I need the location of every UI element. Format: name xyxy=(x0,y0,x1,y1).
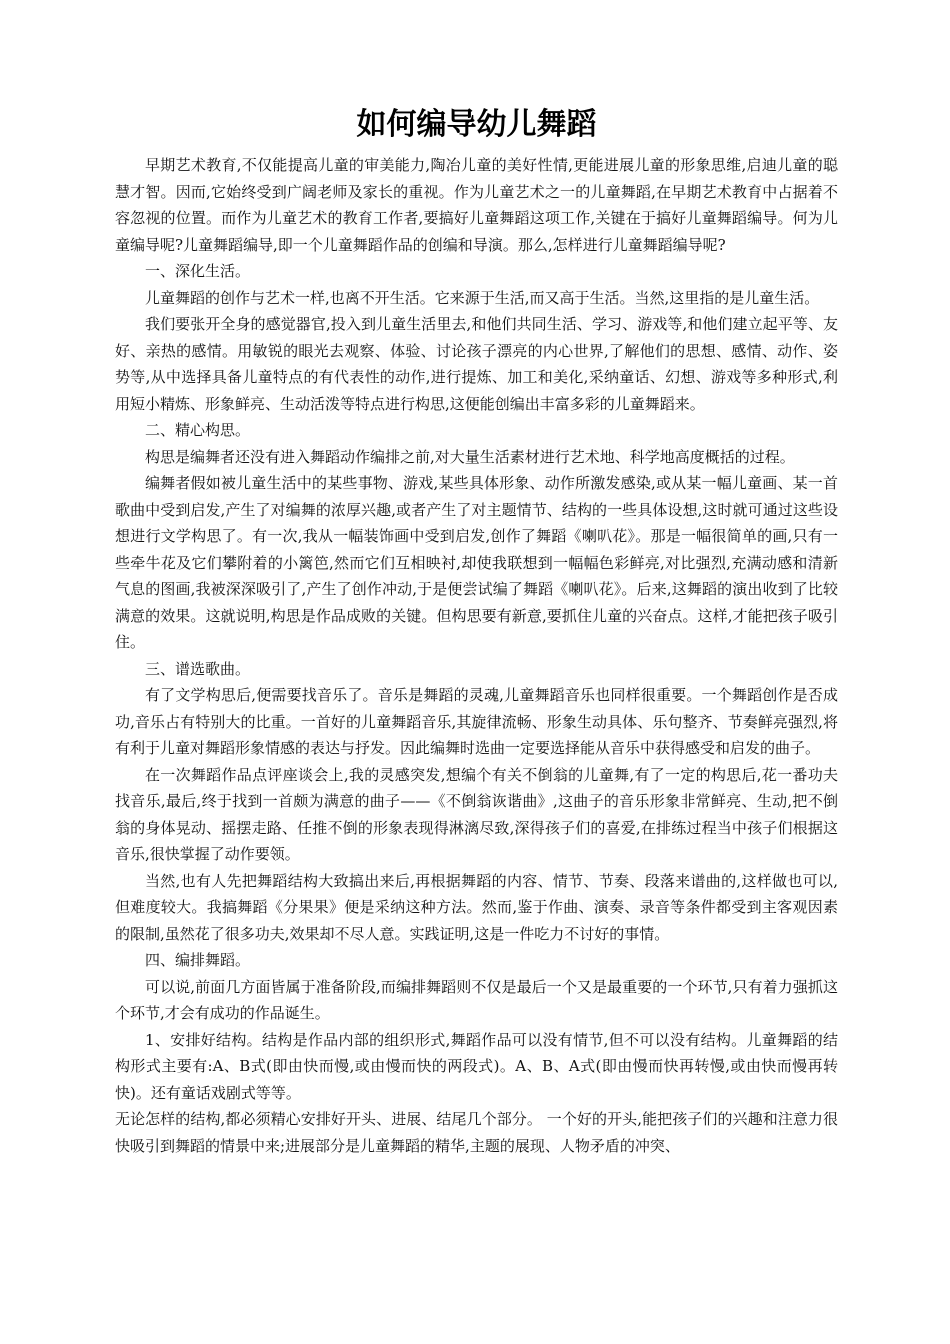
section-heading-3: 三、谱选歌曲。 xyxy=(145,659,251,678)
body-paragraph: 编舞者假如被儿童生活中的某些事物、游戏,某些具体形象、动作所激发感染,或从某一幅儿童画、某一首歌曲中受到启发,产生了对编舞的浓厚兴趣,或者产生了对主题情节、结构的一些具体设想,这时就可通过这些设想进行文学构思了。有一次,我从一幅装饰画中受到启发,创作了舞蹈《喇叭花》。那是一幅很简单的画,只有一些牵牛花及它们攀附着的小篱笆,然而它们互相映衬,却使我联想到一幅幅色彩鲜亮,对比强烈,充满动感和清新气息的图画,我被深深吸引了,产生了创作冲动,于是便尝试编了舞蹈《喇叭花》。后来,这舞蹈的演出收到了比较满意的效果。这就说明,构思是作品成败的关键。但构思要有新意,要抓住儿童的兴奋点。这样,才能把孩子吸引住。 xyxy=(115,474,838,651)
body-paragraph: 可以说,前面几方面皆属于准备阶段,而编排舞蹈则不仅是最后一个又是最重要的一个环节,只有着力强抓这个环节,才会有成功的作品诞生。 xyxy=(115,977,838,1022)
section-heading-1: 一、深化生活。 xyxy=(145,262,251,280)
body-paragraph: 儿童舞蹈的创作与艺术一样,也离不开生活。它来源于生活,而又高于生活。当然,这里指的是儿童生活。 xyxy=(145,288,820,307)
body-paragraph: 我们要张开全身的感觉器官,投入到儿童生活里去,和他们共同生活、学习、游戏等,和他们建立起平等、友好、亲热的感情。用敏锐的眼光去观察、体验、讨论孩子漂亮的内心世界,了解他们的思想、感情、动作、姿势等,从中选择具备儿童特点的有代表性的动作,进行提炼、加工和美化,采纳童话、幻想、游戏等多种形式,利用短小精炼、形象鲜亮、生动活泼等特点进行构思,这便能创编出丰富多彩的儿童舞蹈来。 xyxy=(115,315,838,413)
body-paragraph: 无论怎样的结构,都必须精心安排好开头、进展、结尾几个部分。 一个好的开头,能把孩子们的兴趣和注意力很快吸引到舞蹈的情景中来;进展部分是儿童舞蹈的精华,主题的展现、人物矛盾的冲突、 xyxy=(115,1110,838,1155)
section-heading-4: 四、编排舞蹈。 xyxy=(145,951,251,969)
intro-paragraph: 早期艺术教育,不仅能提高儿童的审美能力,陶冶儿童的美好性情,更能进展儿童的形象思维,启迪儿童的聪慧才智。因而,它始终受到广阔老师及家长的重视。作为儿童艺术之一的儿童舞蹈,在早期艺术教育中占据着不容忽视的位置。而作为儿童艺术的教育工作者,要搞好儿童舞蹈这项工作,关键在于搞好儿童舞蹈编导。何为儿童编导呢?儿童舞蹈编导,即一个儿童舞蹈作品的创编和导演。那么,怎样进行儿童舞蹈编导呢? xyxy=(115,156,838,254)
body-paragraph: 构思是编舞者还没有进入舞蹈动作编排之前,对大量生活素材进行艺术地、科学地高度概括的过程。 xyxy=(145,447,795,466)
document-title: 如何编导幼儿舞蹈 xyxy=(356,107,597,142)
body-paragraph: 1、安排好结构。结构是作品内部的组织形式,舞蹈作品可以没有情节,但不可以没有结构。儿童舞蹈的结构形式主要有:A、B式(即由快而慢,或由慢而快的两段式)。A、B、A式(即由慢而快再转慢,或由快而慢再转快)。还有童话戏剧式等等。 xyxy=(115,1030,838,1102)
document-page xyxy=(115,100,838,1159)
body-paragraph: 有了文学构思后,便需要找音乐了。音乐是舞蹈的灵魂,儿童舞蹈音乐也同样很重要。一个舞蹈创作是否成功,音乐占有特别大的比重。一首好的儿童舞蹈音乐,其旋律流畅、形象生动具体、乐句整齐、节奏鲜亮强烈,将有利于儿童对舞蹈形象情感的表达与抒发。因此编舞时选曲一定要选择能从音乐中获得感受和启发的曲子。 xyxy=(115,686,838,757)
body-paragraph: 当然,也有人先把舞蹈结构大致搞出来后,再根据舞蹈的内容、情节、节奏、段落来谱曲的,这样做也可以,但难度较大。我搞舞蹈《分果果》便是采纳这种方法。然而,鉴于作曲、演奏、录音等条件都受到主客观因素的限制,虽然花了很多功夫,效果却不尽人意。实践证明,这是一件吃力不讨好的事情。 xyxy=(115,871,838,943)
body-paragraph: 在一次舞蹈作品点评座谈会上,我的灵感突发,想编个有关不倒翁的儿童舞,有了一定的构思后,花一番功夫找音乐,最后,终于找到一首颇为满意的曲子——《不倒翁诙谐曲》,这曲子的音乐形象非常鲜亮、生动,把不倒翁的身体晃动、摇摆走路、任推不倒的形象表现得淋漓尽致,深得孩子们的喜爱,在排练过程当中孩子们根据这音乐,很快掌握了动作要领。 xyxy=(115,765,838,863)
section-heading-2: 二、精心构思。 xyxy=(145,421,251,439)
